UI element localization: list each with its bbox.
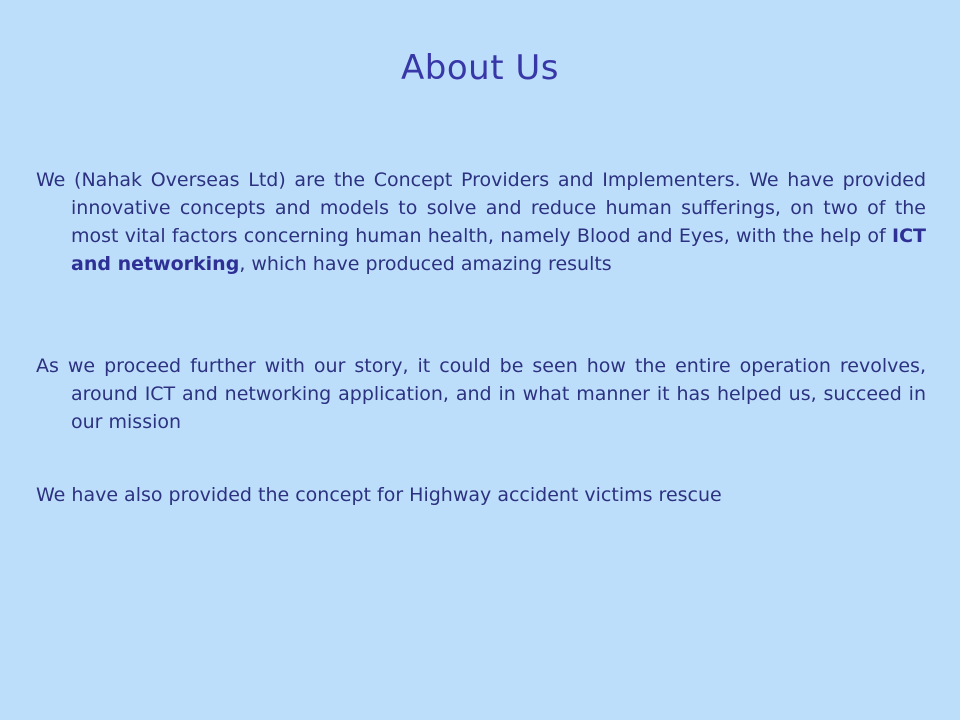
emphasis-text: ICT and networking (71, 225, 926, 275)
slide-title: About Us (401, 48, 559, 88)
paragraph-text-end: , which have produced amazing results (239, 253, 612, 275)
paragraph-about-company (36, 166, 926, 278)
paragraph-ict-story: As we proceed further with our story, it could be seen how the entire operation revolves, around ICT and networking application, and in what manner it has helped us, succeed in our mission (36, 355, 926, 433)
paragraph-highway-rescue: We have also provided the concept for Highway accident victims rescue (36, 484, 722, 506)
paragraph-text: We (Nahak Overseas Ltd) are the Concept Providers and Implementers. We have provided innovative concepts and models to solve and reduce human sufferings, on two of the most vital factors concerning human health, namely Blood and Eyes, with the help of (36, 169, 926, 247)
